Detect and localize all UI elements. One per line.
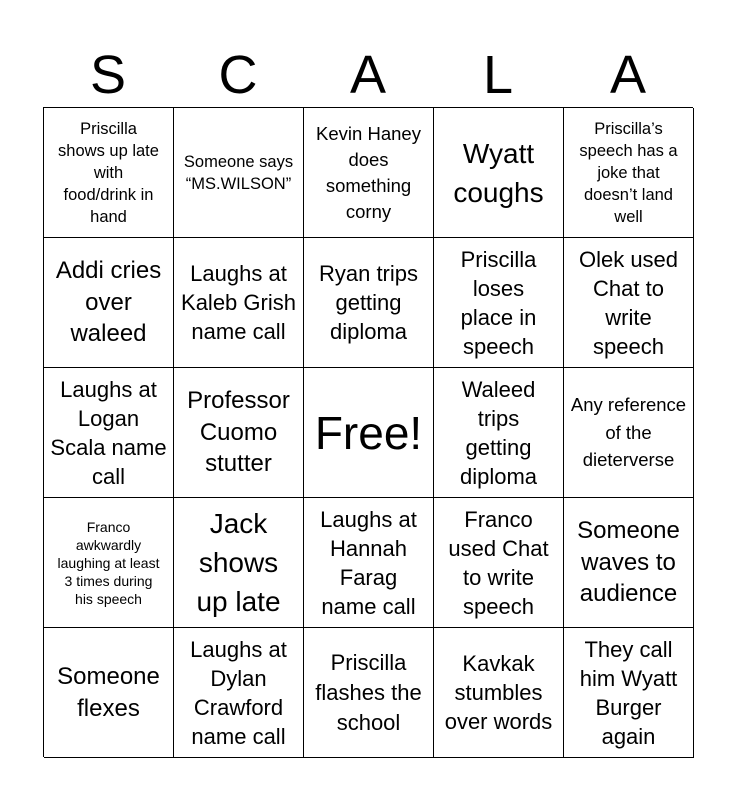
header-letter: A — [349, 45, 387, 105]
bingo-grid — [43, 107, 693, 757]
cell-text: Priscilla’s speech has a joke that doesn’t land well — [579, 119, 678, 226]
cell-text: They call him Wyatt Burger again — [579, 636, 678, 749]
bingo-header — [43, 42, 693, 108]
bingo-cell — [304, 498, 434, 628]
bingo-cell — [174, 238, 304, 368]
bingo-cell — [434, 368, 564, 498]
bingo-cell — [434, 628, 564, 758]
cell-text: Kevin Haney does something corny — [316, 122, 421, 222]
cell-text: Kavkak stumbles over words — [444, 651, 553, 734]
cell-text: Jack shows up late — [196, 508, 281, 617]
cell-text: Waleed trips getting diploma — [459, 376, 538, 489]
bingo-cell — [564, 368, 694, 498]
bingo-cell — [434, 108, 564, 238]
cell-text: Priscilla loses place in speech — [460, 246, 537, 359]
cell-text: Priscilla shows up late with food/drink in hand — [58, 119, 159, 226]
bingo-cell — [564, 498, 694, 628]
cell-text: Laughs at Kaleb Grish name call — [181, 261, 296, 344]
cell-text: Wyatt coughs — [453, 137, 544, 208]
bingo-cell — [564, 628, 694, 758]
bingo-cell — [174, 498, 304, 628]
free-space-text: Free! — [314, 406, 423, 459]
bingo-cell — [44, 238, 174, 368]
cell-text: Someone flexes — [57, 663, 160, 722]
bingo-cell — [44, 108, 174, 238]
bingo-cell — [174, 108, 304, 238]
bingo-cell — [44, 368, 174, 498]
bingo-cell — [434, 238, 564, 368]
bingo-cell — [564, 108, 694, 238]
bingo-cell — [304, 368, 434, 498]
header-letter: S — [89, 45, 127, 105]
bingo-cell — [174, 368, 304, 498]
header-letter: A — [609, 45, 647, 105]
cell-text: Franco awkwardly laughing at least 3 times during his speech — [57, 518, 160, 607]
cell-text: Professor Cuomo stutter — [187, 387, 290, 478]
cell-text: Olek used Chat to write speech — [578, 246, 679, 359]
cell-text: Someone waves to audience — [577, 517, 680, 608]
bingo-cell — [564, 238, 694, 368]
cell-text: Laughs at Dylan Crawford name call — [190, 636, 287, 749]
cell-text: Addi cries over waleed — [55, 257, 162, 348]
bingo-cell — [44, 498, 174, 628]
header-letter: C — [218, 45, 258, 105]
bingo-cell — [434, 498, 564, 628]
bingo-cell — [174, 628, 304, 758]
bingo-cell — [304, 238, 434, 368]
cell-text: Priscilla flashes the school — [315, 649, 422, 735]
cell-text: Someone says “MS.WILSON” — [183, 152, 294, 193]
cell-text: Ryan trips getting diploma — [318, 261, 419, 344]
bingo-cell — [304, 628, 434, 758]
bingo-cell — [304, 108, 434, 238]
cell-text: Laughs at Hannah Farag name call — [320, 506, 417, 619]
header-letter: L — [482, 45, 514, 105]
cell-text: Any reference of the dieterverse — [570, 394, 687, 471]
cell-text: Laughs at Logan Scala name call — [50, 376, 167, 489]
cell-text: Franco used Chat to write speech — [448, 506, 549, 619]
bingo-cell — [44, 628, 174, 758]
